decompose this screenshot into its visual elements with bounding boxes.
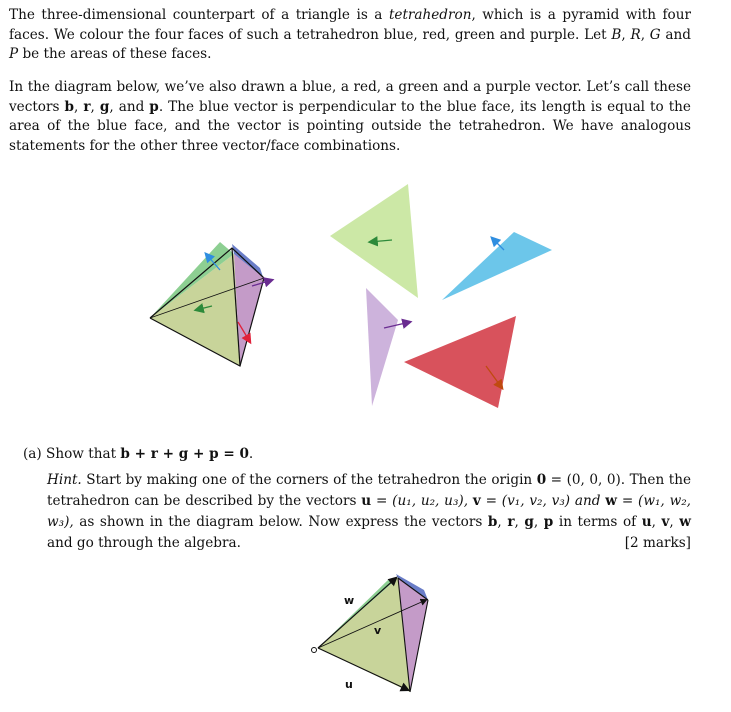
w-vector: w bbox=[605, 493, 617, 509]
w-components: = (w₁, w₂, w₃), bbox=[47, 493, 691, 530]
intro-text: , which is a pyramid with four faces. We colour the four faces of such a tetrahedron blue, red, green and purple. Let bbox=[9, 7, 691, 43]
intro-text: be the areas of these faces. bbox=[18, 46, 212, 62]
vector-w: w bbox=[679, 514, 691, 530]
red-face bbox=[404, 316, 516, 408]
u-vector: u bbox=[361, 493, 372, 509]
u-label: u bbox=[345, 678, 353, 691]
v-label: v bbox=[374, 624, 382, 637]
sep: , bbox=[514, 514, 525, 530]
marks-label: [2 marks] bbox=[624, 535, 691, 551]
origin-dot bbox=[312, 648, 317, 653]
question-text: Show that bbox=[41, 446, 121, 462]
question-label: (a) bbox=[23, 446, 42, 462]
area-b: B bbox=[611, 26, 622, 43]
sep: , bbox=[497, 514, 508, 530]
vector-b: b bbox=[487, 514, 498, 530]
sep: , and bbox=[109, 98, 150, 115]
sep: , bbox=[669, 514, 680, 530]
intro-text: and bbox=[660, 26, 691, 43]
u-components: = (u₁, u₂, u₃), bbox=[371, 493, 473, 509]
tetrahedron-diagram bbox=[0, 170, 731, 440]
hint-text: = (0, 0, 0). Then the tetrahedron can be described by the vectors bbox=[47, 472, 691, 509]
hint-text: Start by making one of the corners of the tetrahedron the origin bbox=[81, 472, 537, 488]
question-a bbox=[23, 445, 253, 465]
hint-text: as shown in the diagram below. Now express the vectors bbox=[73, 514, 488, 530]
area-r: R bbox=[630, 26, 641, 43]
area-g: G bbox=[649, 26, 661, 43]
light-purple-face bbox=[366, 288, 398, 406]
hint-label: Hint. bbox=[47, 472, 82, 488]
vector-g: g bbox=[524, 514, 534, 530]
v-vector: v bbox=[472, 493, 481, 509]
vector-u: u bbox=[641, 514, 652, 530]
origin-vector: 0 bbox=[536, 472, 547, 488]
sep: , bbox=[90, 98, 100, 115]
uvw-diagram bbox=[300, 570, 500, 705]
hint-paragraph bbox=[47, 470, 691, 554]
intro-paragraph-2 bbox=[9, 78, 691, 156]
intro-text: . The blue vector is perpendicular to the blue face, its length is equal to the area of the blue face, and the vector is pointing outside the tetrahedron. We have analogous statements for the other three vector/face combinations. bbox=[9, 98, 691, 154]
vector-r: r bbox=[83, 98, 91, 115]
vector-b: b bbox=[64, 98, 74, 115]
tetrahedron-term: tetrahedron bbox=[388, 7, 472, 23]
intro-paragraph-1 bbox=[9, 6, 691, 65]
vector-r: r bbox=[507, 514, 515, 530]
vector-v: v bbox=[661, 514, 670, 530]
area-p: P bbox=[9, 46, 19, 62]
question-equation: b + r + g + p = 0 bbox=[120, 446, 249, 462]
vector-g: g bbox=[99, 98, 110, 115]
v-components: = (v₁, v₂, v₃) and bbox=[480, 493, 606, 509]
question-text: . bbox=[248, 446, 254, 462]
intro-text: , bbox=[640, 26, 650, 43]
vector-p: p bbox=[543, 514, 554, 530]
sep: , bbox=[533, 514, 544, 530]
intro-text: In the diagram below, we’ve also drawn a blue, a red, a green and a purple vector. Let’s call these vectors bbox=[9, 79, 691, 115]
hint-text: in terms of bbox=[553, 514, 642, 530]
intro-text: The three-dimensional counterpart of a triangle is a bbox=[9, 7, 389, 23]
w-label: w bbox=[344, 594, 355, 607]
sep: , bbox=[651, 514, 662, 530]
intro-text: , bbox=[621, 26, 631, 43]
sep: , bbox=[74, 98, 84, 115]
hint-text: and go through the algebra. bbox=[47, 535, 241, 551]
vector-p: p bbox=[149, 98, 159, 115]
